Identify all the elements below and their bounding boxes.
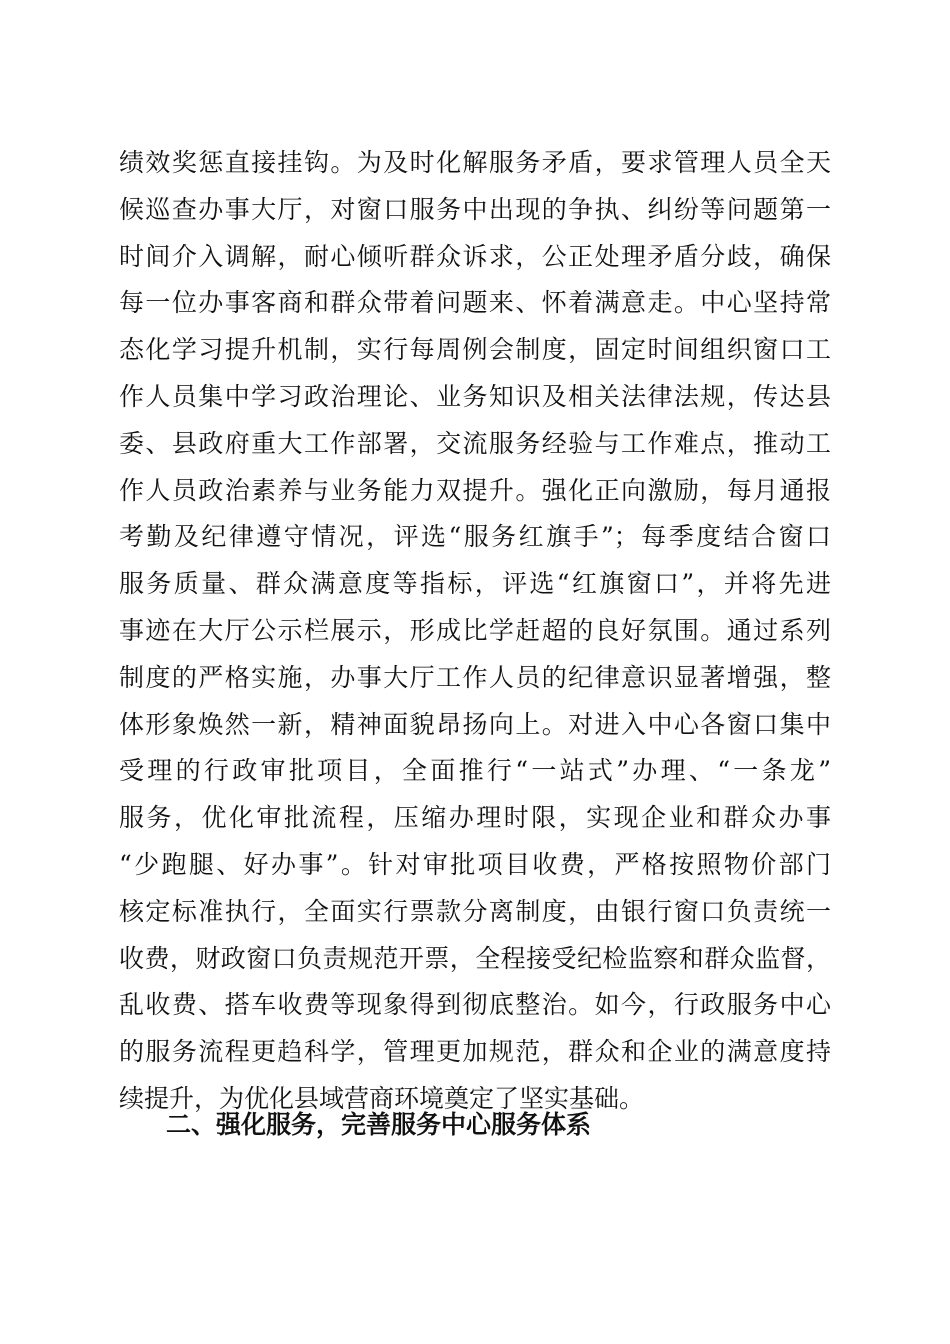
paragraph-line: 制度的严格实施，办事大厅工作人员的纪律意识显著增强，整	[119, 662, 831, 692]
paragraph-line: 乱收费、搭车收费等现象得到彻底整治。如今，行政服务中心	[119, 990, 831, 1020]
paragraph-line: 绩效奖惩直接挂钩。为及时化解服务矛盾，要求管理人员全天	[119, 148, 831, 177]
body-paragraph	[119, 140, 831, 1123]
paragraph-line: 服务质量、群众满意度等指标，评选“红旗窗口”，并将先进	[119, 569, 831, 599]
paragraph-line: 体形象焕然一新，精神面貌昂扬向上。对进入中心各窗口集中	[119, 709, 831, 739]
paragraph-line: 的服务流程更趋科学，管理更加规范，群众和企业的满意度持	[119, 1037, 831, 1067]
paragraph-line: 作人员政治素养与业务能力双提升。强化正向激励，每月通报	[119, 475, 831, 505]
section-heading: 二、强化服务，完善服务中心服务体系	[166, 1110, 592, 1139]
paragraph-line: 时间介入调解，耐心倾听群众诉求，公正处理矛盾分歧，确保	[119, 241, 831, 271]
paragraph-line: 核定标准执行，全面实行票款分离制度，由银行窗口负责统一	[119, 896, 831, 926]
paragraph-line: 每一位办事客商和群众带着问题来、怀着满意走。中心坚持常	[119, 288, 831, 318]
paragraph-line: 事迹在大厅公示栏展示，形成比学赶超的良好氛围。通过系列	[119, 615, 831, 645]
paragraph-line: 委、县政府重大工作部署，交流服务经验与工作难点，推动工	[119, 428, 831, 458]
paragraph-line: 作人员集中学习政治理论、业务知识及相关法律法规，传达县	[119, 381, 831, 411]
paragraph-line: 候巡查办事大厅，对窗口服务中出现的争执、纠纷等问题第一	[119, 194, 831, 224]
paragraph-line: 态化学习提升机制，实行每周例会制度，固定时间组织窗口工	[119, 335, 831, 365]
paragraph-line: 收费，财政窗口负责规范开票，全程接受纪检监察和群众监督，	[119, 943, 831, 973]
paragraph-line: “少跑腿、好办事”。针对审批项目收费，严格按照物价部门	[119, 849, 831, 879]
paragraph-line: 续提升，为优化县域营商环境奠定了坚实基础。	[119, 1083, 645, 1113]
paragraph-line: 服务，优化审批流程，压缩办理时限，实现企业和群众办事	[119, 803, 831, 833]
paragraph-line: 受理的行政审批项目，全面推行“一站式”办理、“一条龙”	[119, 756, 831, 786]
paragraph-line: 考勤及纪律遵守情况，评选“服务红旗手”；每季度结合窗口	[119, 522, 831, 552]
